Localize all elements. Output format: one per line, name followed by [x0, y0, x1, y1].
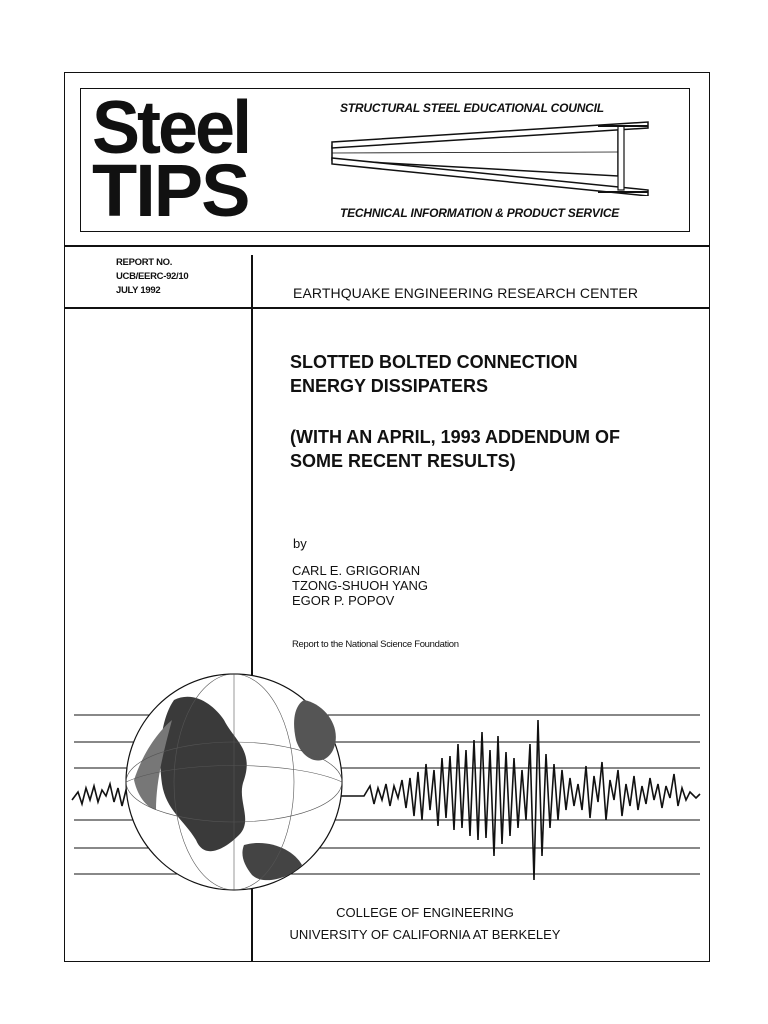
report-subtitle	[290, 425, 620, 473]
title-line-2: ENERGY DISSIPATERS	[290, 376, 489, 396]
subtitle-line-1: (WITH AN APRIL, 1993 ADDENDUM OF	[290, 427, 621, 447]
research-center: EARTHQUAKE ENGINEERING RESEARCH CENTER	[293, 285, 639, 301]
steel-beam-illustration	[328, 116, 652, 196]
college-name: COLLEGE OF ENGINEERING	[336, 905, 514, 920]
sponsor-note: Report to the National Science Foundation	[292, 639, 459, 650]
by-label: by	[293, 536, 307, 551]
globe-icon	[126, 674, 342, 890]
author-3: EGOR P. POPOV	[292, 593, 395, 608]
report-number: UCB/EERC-92/10	[116, 271, 189, 282]
report-title	[290, 350, 578, 398]
logo-steel: Steel	[92, 86, 250, 170]
college-block	[0, 902, 768, 946]
logo-tips: TIPS	[92, 149, 249, 232]
divider-top	[64, 245, 710, 247]
service-name: TECHNICAL INFORMATION & PRODUCT SERVICE	[340, 206, 620, 220]
author-list	[292, 563, 428, 608]
report-label: REPORT NO.	[116, 257, 173, 268]
subtitle-line-2: SOME RECENT RESULTS)	[290, 451, 516, 471]
report-date: JULY 1992	[116, 285, 161, 296]
title-line-1: SLOTTED BOLTED CONNECTION	[290, 352, 578, 372]
author-1: CARL E. GRIGORIAN	[292, 563, 421, 578]
university-name: UNIVERSITY OF CALIFORNIA AT BERKELEY	[289, 927, 561, 942]
seismogram-globe-illustration	[64, 660, 710, 900]
author-2: TZONG-SHUOH YANG	[292, 578, 429, 593]
report-meta	[116, 256, 188, 298]
divider-center	[64, 307, 710, 309]
council-name: STRUCTURAL STEEL EDUCATIONAL COUNCIL	[340, 101, 604, 115]
